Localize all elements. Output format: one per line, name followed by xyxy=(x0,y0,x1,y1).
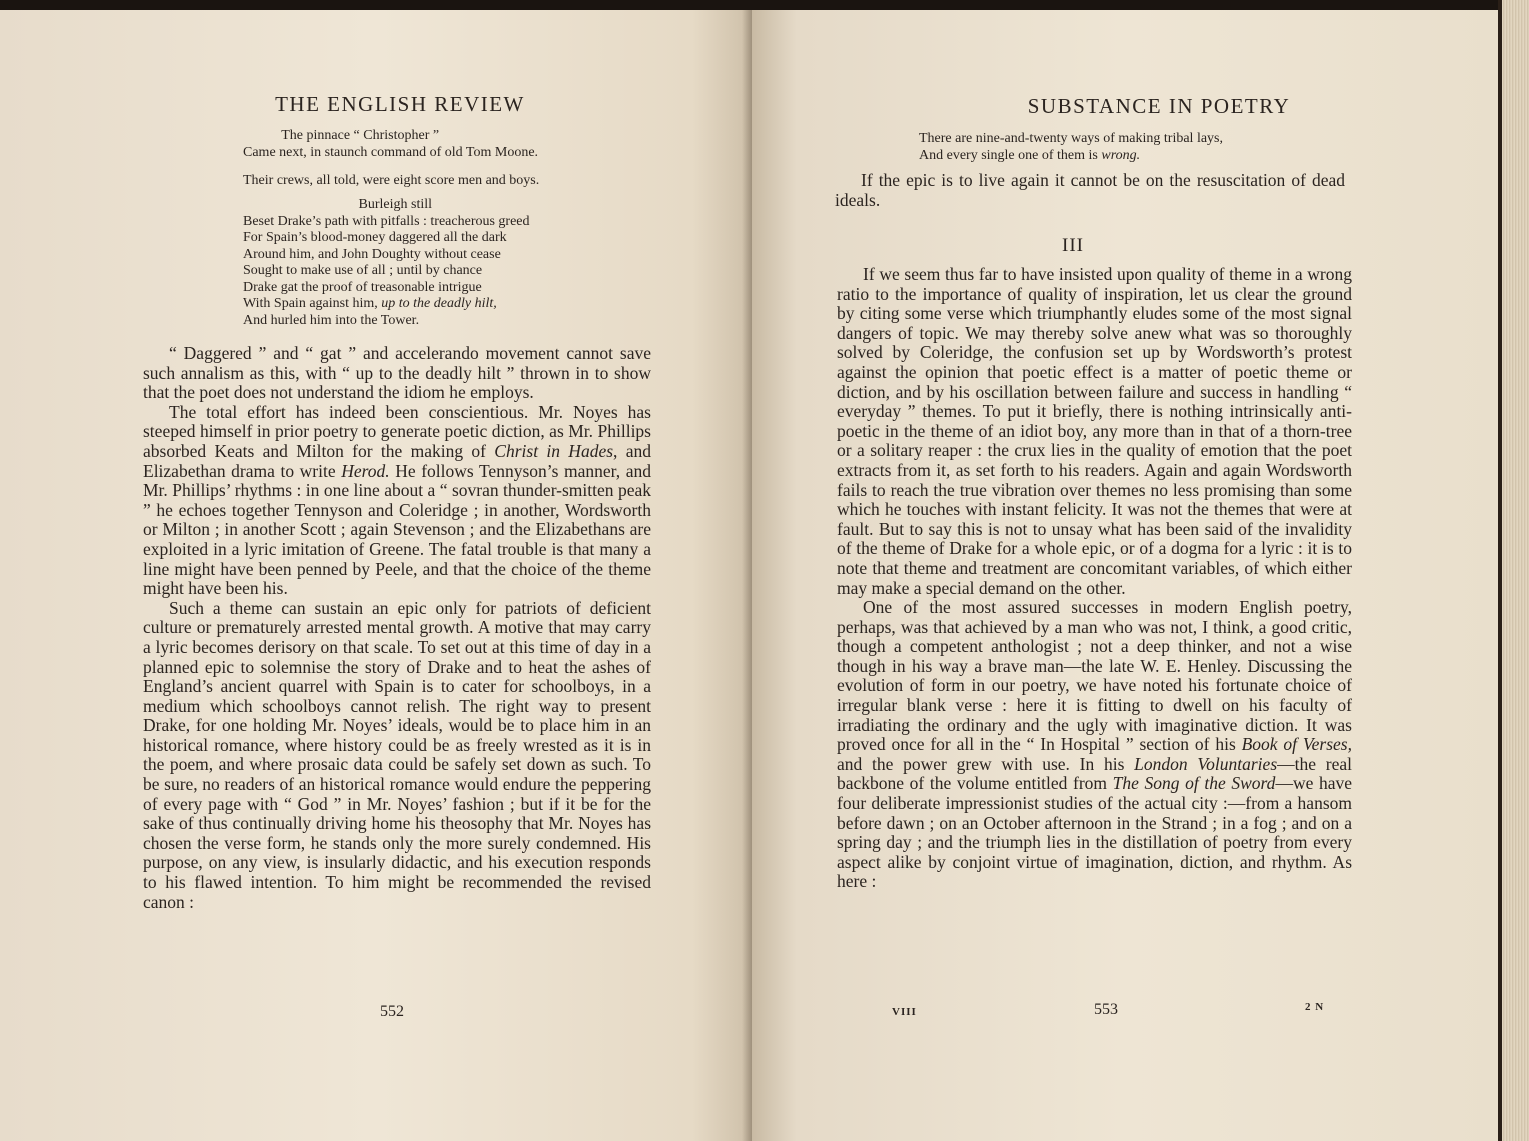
title-italic: The Song of the Sword xyxy=(1112,773,1276,794)
paragraph-text: The total effort has indeed been conscientious. Mr. Noyes has steeped himself in prior poetry to generate poetic diction, as Mr. Phillips absorbed Keats and Milton for the making of xyxy=(143,401,651,461)
verse-italic: wrong. xyxy=(1101,147,1141,163)
verse-line: For Spain’s blood-money daggered all the dark xyxy=(243,230,507,245)
title-italic: Book of Verses, xyxy=(1241,734,1352,755)
paragraph-text: , and Elizabethan drama to write xyxy=(143,440,651,481)
verse-line: Around him, and John Doughty without cease xyxy=(243,246,501,262)
verse-line xyxy=(919,148,1223,165)
section-heading: III xyxy=(1062,235,1084,256)
left-body-text xyxy=(143,344,651,912)
signature-mark-right: 2 N xyxy=(1305,1001,1325,1013)
verse-line: The pinnace “ Christopher ” xyxy=(243,128,440,143)
verse-line: And hurled him into the Tower. xyxy=(243,312,420,328)
paragraph: Such a theme can sustain an epic only for patriots of deficient culture or prematurely arrested mental growth. A motive that may carry a lyric becomes derisory on that scale. To set out at this time of day in a planned epic to solemnise the story of Drake and to heat the ashes of England’s ancient quarrel with Spain is to cater for schoolboys, in a medium which schoolboys cannot relish. The right way to present Drake, for one holding Mr. Noyes’ ideals, would be to place him in an historical romance, where history could be as freely wrested as it is in the poem, and where prosaic data could be safely set down as such. To be sure, no readers of an historical romance would endure the peppering of every page with “ God ” in Mr. Noyes’ fashion ; but if it be for the sake of thus continually driving home his theosophy that Mr. Noyes has chosen the verse form, he stands only the more surely condemned. His purpose, on any view, is insularly didactic, and his execution responds to his flawed intention. To him might be recommended the revised canon : xyxy=(143,597,651,912)
page-edges xyxy=(1498,0,1529,1141)
paragraph: If the epic is to live again it cannot be on the resuscitation of dead ideals. xyxy=(835,170,1345,210)
paragraph-text: —the real backbone of the volume entitled from xyxy=(837,753,1352,794)
running-head-right: SUBSTANCE IN POETRY xyxy=(1027,94,1291,118)
page-number-right: 553 xyxy=(1094,1001,1118,1018)
title-italic: Christ in Hades xyxy=(494,440,614,461)
running-head-left: THE ENGLISH REVIEW xyxy=(275,92,525,116)
right-page xyxy=(752,10,1498,1141)
paragraph-text: —we have four deliberate impressionist studies of the actual city :—from a hansom before dawn ; on an October afternoon in the Strand ; in a fog ; and on a spring day ; and the triumph lies in the distillation of poetry from every aspect alike by conjoint virtue of imagination, diction, and rhythm. As here : xyxy=(837,773,1352,892)
verse-text: With Spain against him, xyxy=(243,296,382,311)
verse-line: Burleigh still xyxy=(243,197,432,212)
epigraph-verse xyxy=(919,131,1223,164)
page-number-left: 552 xyxy=(380,1003,404,1020)
verse-line: Drake gat the proof of treasonable intrigue xyxy=(243,279,482,295)
right-opening-text xyxy=(835,171,1345,210)
verse-line: There are nine-and-twenty ways of making tribal lays, xyxy=(919,131,1224,146)
paragraph-text: and the power grew with use. In his xyxy=(837,753,1135,774)
verse-quote-1 xyxy=(243,128,538,161)
title-italic: London Voluntaries xyxy=(1134,753,1278,774)
verse-line: Came next, in staunch command of old Tom Moone. xyxy=(243,144,539,160)
verse-line xyxy=(243,296,530,313)
title-italic: Herod. xyxy=(341,460,390,481)
paragraph: “ Daggered ” and “ gat ” and accelerando movement cannot save such annalism as this, with “ up to the deadly hilt ” thrown in to show that the poet does not understand the idiom he employs. xyxy=(143,343,651,403)
verse-line: Sought to make use of all ; until by chance xyxy=(243,263,483,278)
paragraph: If we seem thus far to have insisted upon quality of theme in a wrong ratio to the importance of quality of inspiration, let us clear the ground by citing some verse which triumphantly eludes some of the most signal dangers of topic. We may thereby solve anew what was so thoroughly solved by Coleridge, the confusion set up by Wordsworth’s protest against the opinion that poetic effect is a matter of poetic theme or diction, and by his oscillation between failure and success in handling “ everyday ” themes. To put it briefly, there is nothing intrinsically anti-poetic in the theme of an idiot boy, any more than in that of a thorn-tree or a solitary reaper : the crux lies in the quality of emotion that the poet extracts from it, as set forth to his readers. Again and again Wordsworth fails to reach the true vibration over themes no less promising than some which he touches with instant felicity. It was not the themes that were at fault. But to say this is not to unsay what has been said of the invalidity of the theme of Drake for a whole epic, or of a dogma for a lyric : it is to note that theme and treatment are concomitant variables, of which either may make a special demand on the other. xyxy=(837,264,1352,598)
verse-line: Beset Drake’s path with pitfalls : treacherous greed xyxy=(243,213,530,229)
signature-mark-left: VIII xyxy=(892,1006,917,1018)
paragraph-text: He follows Tennyson’s manner, and Mr. Phillips’ rhythms : in one line about a “ sovran thunder-smitten peak ” he echoes together Tennyson and Coleridge ; in another, Wordsworth or Milton ; in another Scott ; again Stevenson ; and the Elizabethans are exploited in a lyric imitation of Greene. The fatal trouble is that many a line might have been penned by Peele, and that the choice of the theme might have been his. xyxy=(143,460,651,599)
back-cover-edge xyxy=(1498,0,1502,1141)
paragraph xyxy=(143,403,651,599)
verse-text: And every single one of them is xyxy=(919,147,1102,163)
right-body-text xyxy=(837,265,1352,892)
verse-quote-2 xyxy=(243,173,539,190)
verse-quote-3 xyxy=(243,197,530,329)
verse-italic: up to the deadly hilt, xyxy=(381,296,497,311)
left-page xyxy=(0,10,752,1141)
verse-line: Their crews, all told, were eight score men and boys. xyxy=(243,173,540,188)
paragraph-text: One of the most assured successes in modern English poetry, perhaps, was that achieved by a man who was not, I think, a good critic, though a competent anthologist ; not a deep thinker, and not a wise though in his way a brave man—the late W. E. Henley. Discussing the evolution of form in our poetry, we have noted his fortunate choice of irregular blank verse : here it is fitting to dwell on his faculty of irradiating the ordinary and the ugly with imaginative diction. It was proved once for all in the “ In Hospital ” section of his xyxy=(837,597,1352,755)
paragraph xyxy=(837,598,1352,892)
